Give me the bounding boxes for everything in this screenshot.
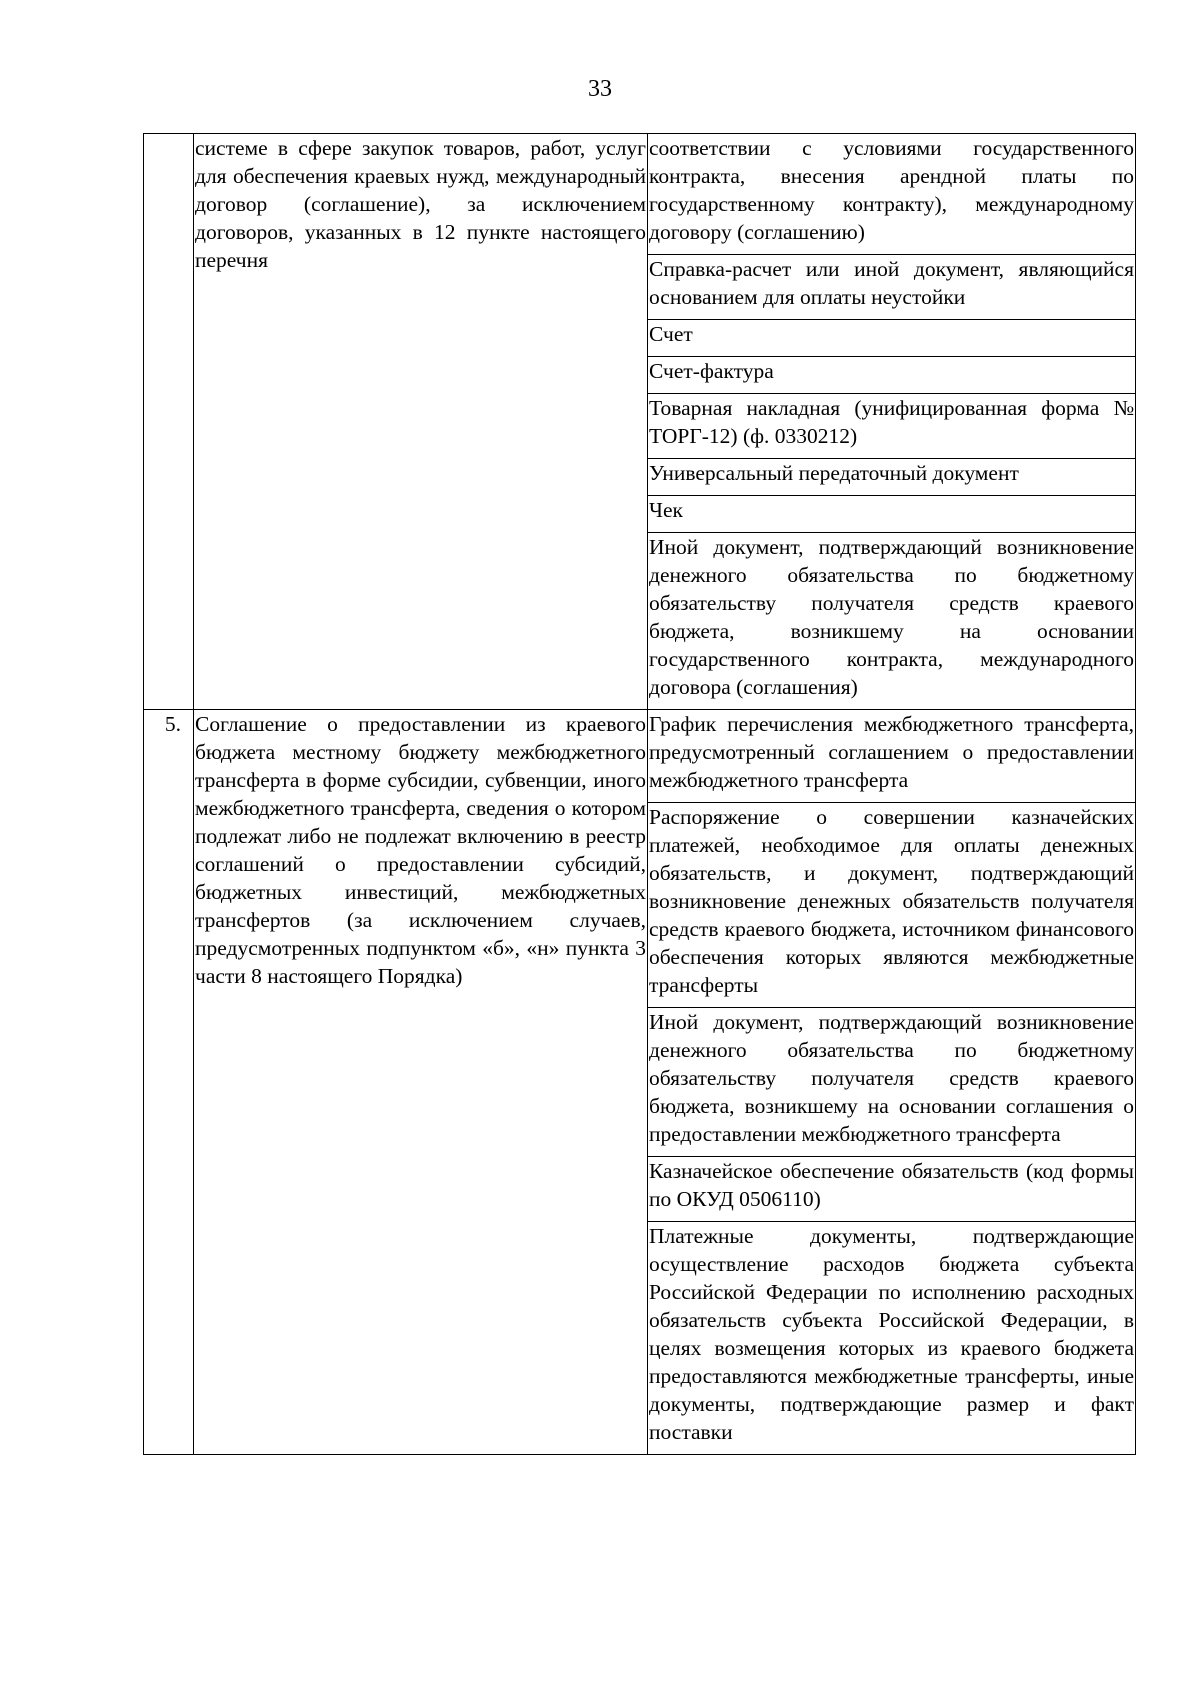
- document-cell: Счет: [648, 320, 1136, 357]
- document-cell: соответствии с условиями государственного контракта, внесения арендной платы по государственному контракту), международному договору (соглашению): [648, 134, 1136, 255]
- document-cell: Справка-расчет или иной документ, являющийся основанием для оплаты неустойки: [648, 255, 1136, 320]
- documents-table: [143, 133, 1136, 1455]
- basis-cell: Соглашение о предоставлении из краевого бюджета местному бюджету межбюджетного трансферта в форме субсидии, субвенции, иного межбюджетного трансферта, сведения о котором подлежат либо не подлежат включению в реестр соглашений о предоставлении субсидий, бюджетных инвестиций, межбюджетных трансфертов (за исключением случаев, предусмотренных подпунктом «б», «н» пункта 3 части 8 настоящего Порядка): [194, 710, 648, 1455]
- table-row: [144, 710, 1136, 803]
- document-cell: Счет-фактура: [648, 357, 1136, 394]
- document-cell: Платежные документы, подтверждающие осуществление расходов бюджета субъекта Российской Федерации по исполнению расходных обязательств субъекта Российской Федерации, в целях возмещения которых из краевого бюджета предоставляются межбюджетные трансферты, иные документы, подтверждающие размер и факт поставки: [648, 1222, 1136, 1455]
- page-number: 33: [588, 76, 612, 102]
- row-number-cell: [144, 134, 194, 710]
- document-cell: Иной документ, подтверждающий возникновение денежного обязательства по бюджетному обязательству получателя средств краевого бюджета, возникшему на основании соглашения о предоставлении межбюджетного трансферта: [648, 1008, 1136, 1157]
- row-number-cell: 5.: [144, 710, 194, 1455]
- document-cell: Товарная накладная (унифицированная форма № ТОРГ-12) (ф. 0330212): [648, 394, 1136, 459]
- document-cell: Казначейское обеспечение обязательств (код формы по ОКУД 0506110): [648, 1157, 1136, 1222]
- document-cell: Универсальный передаточный документ: [648, 459, 1136, 496]
- document-cell: Иной документ, подтверждающий возникновение денежного обязательства по бюджетному обязательству получателя средств краевого бюджета, возникшему на основании государственного контракта, международного договора (соглашения): [648, 533, 1136, 710]
- table-row: [144, 134, 1136, 255]
- basis-cell: системе в сфере закупок товаров, работ, услуг для обеспечения краевых нужд, международный договор (соглашение), за исключением договоров, указанных в 12 пункте настоящего перечня: [194, 134, 648, 710]
- document-cell: Распоряжение о совершении казначейских платежей, необходимое для оплаты денежных обязательств, и документ, подтверждающий возникновение денежных обязательств получателя средств краевого бюджета, источником финансового обеспечения которых являются межбюджетные трансферты: [648, 803, 1136, 1008]
- document-cell: Чек: [648, 496, 1136, 533]
- document-cell: График перечисления межбюджетного трансферта, предусмотренный соглашением о предоставлении межбюджетного трансферта: [648, 710, 1136, 803]
